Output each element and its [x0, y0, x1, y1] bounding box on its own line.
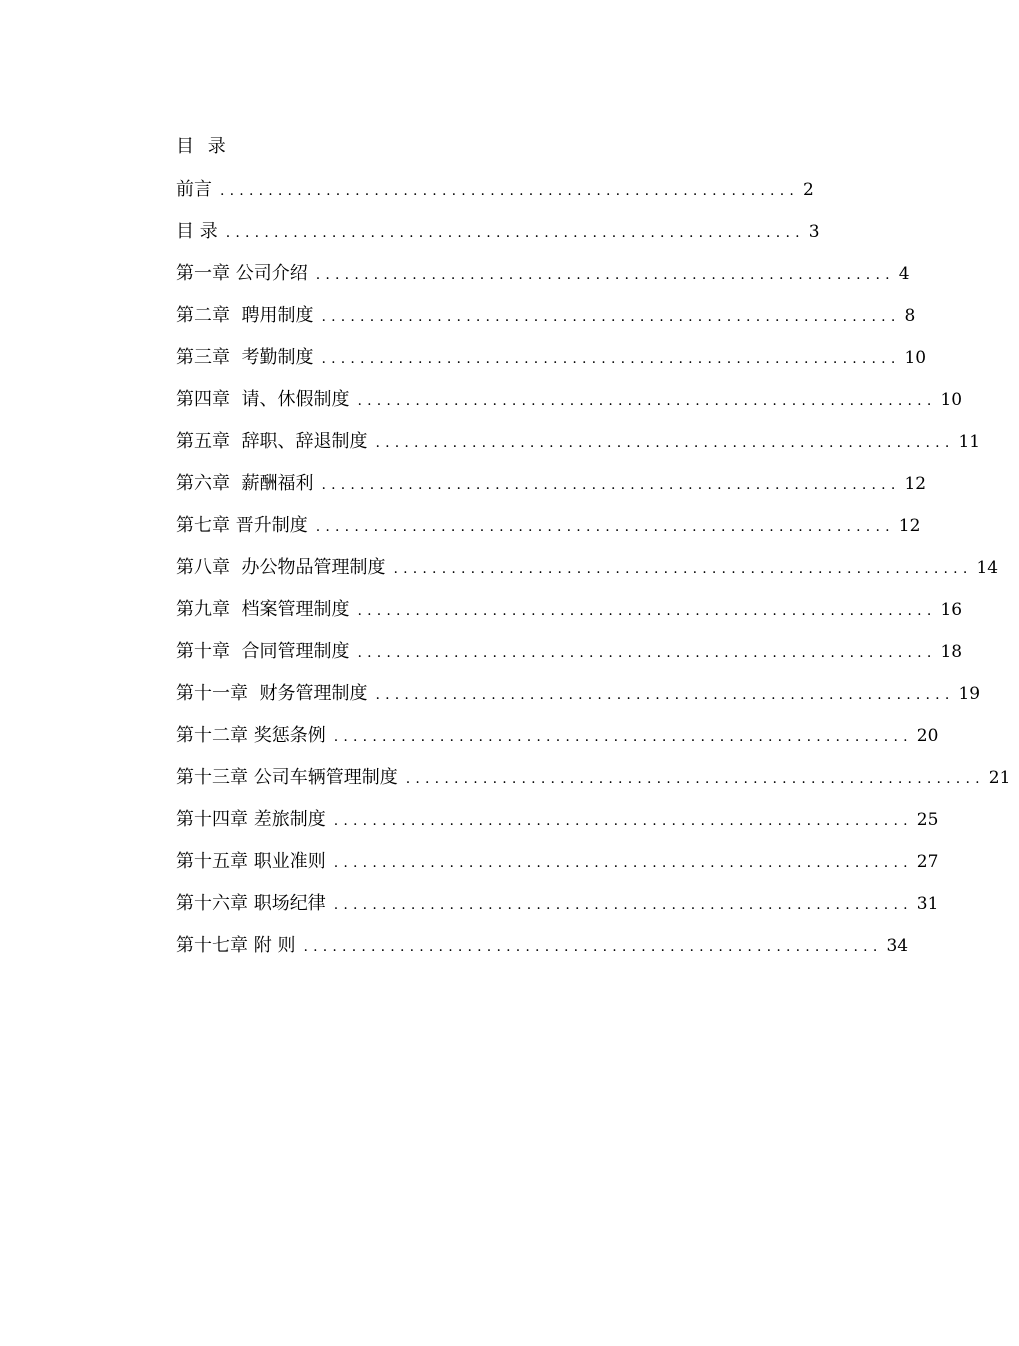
toc-entry-page: 21	[988, 768, 1011, 788]
toc-entry[interactable]	[176, 176, 814, 218]
toc-entry-page: 25	[916, 810, 939, 830]
toc-entry-page: 14	[976, 558, 999, 578]
toc-entry[interactable]	[176, 638, 963, 680]
toc-entry-page: 10	[940, 390, 963, 410]
toc-entry[interactable]	[176, 680, 981, 722]
toc-entry-page: 20	[916, 726, 939, 746]
toc-entry[interactable]	[176, 386, 963, 428]
toc-entry[interactable]	[176, 596, 963, 638]
toc-entry-label: 第十五章 职业准则	[176, 851, 326, 872]
toc-entry-label: 第八章 办公物品管理制度	[176, 557, 386, 578]
toc-entry[interactable]	[176, 554, 999, 596]
toc-entry[interactable]	[176, 428, 981, 470]
toc-entry-page: 8	[904, 306, 916, 326]
toc-entry[interactable]	[176, 512, 921, 554]
toc-leader-dots: ............................................................	[405, 771, 985, 787]
toc-leader-dots: ............................................................	[333, 729, 913, 745]
toc-entry-page: 34	[886, 936, 909, 956]
toc-entry-label: 第七章 晋升制度	[176, 515, 308, 536]
toc-leader-dots: ............................................................	[333, 813, 913, 829]
toc-leader-dots: ............................................................	[303, 939, 883, 955]
toc-entry[interactable]	[176, 260, 910, 302]
toc-entry-label: 第一章 公司介绍	[176, 263, 308, 284]
toc-entry-page: 31	[916, 894, 939, 914]
toc-entry-label: 第十一章 财务管理制度	[176, 683, 368, 704]
toc-list	[176, 176, 1011, 974]
toc-leader-dots: ............................................................	[321, 309, 901, 325]
toc-leader-dots: ............................................................	[375, 687, 955, 703]
toc-entry-page: 12	[898, 516, 921, 536]
toc-leader-dots: ............................................................	[357, 603, 937, 619]
toc-entry-page: 27	[916, 852, 939, 872]
toc-entry[interactable]	[176, 806, 939, 848]
toc-entry-page: 19	[958, 684, 981, 704]
toc-entry-page: 11	[958, 432, 981, 452]
toc-entry-label: 第四章 请、休假制度	[176, 389, 350, 410]
toc-entry-label: 第十章 合同管理制度	[176, 641, 350, 662]
toc-leader-dots: ............................................................	[225, 225, 805, 241]
toc-entry-label: 目 录	[176, 221, 218, 242]
toc-entry[interactable]	[176, 932, 909, 974]
toc-heading: 目 录	[176, 136, 230, 157]
toc-entry[interactable]	[176, 470, 927, 512]
toc-entry-label: 第十六章 职场纪律	[176, 893, 326, 914]
toc-entry-page: 18	[940, 642, 963, 662]
toc-entry-page: 4	[898, 264, 910, 284]
toc-leader-dots: ............................................................	[333, 897, 913, 913]
toc-entry-label: 第十二章 奖惩条例	[176, 725, 326, 746]
toc-entry-page: 3	[808, 222, 820, 242]
toc-leader-dots: ............................................................	[375, 435, 955, 451]
toc-entry-label: 第十三章 公司车辆管理制度	[176, 767, 398, 788]
toc-entry-page: 12	[904, 474, 927, 494]
toc-entry-label: 第十四章 差旅制度	[176, 809, 326, 830]
toc-leader-dots: ............................................................	[333, 855, 913, 871]
toc-entry-label: 前言	[176, 179, 212, 200]
toc-entry[interactable]	[176, 302, 916, 344]
toc-leader-dots: ............................................................	[321, 477, 901, 493]
toc-entry[interactable]	[176, 848, 939, 890]
toc-leader-dots: ............................................................	[220, 183, 800, 199]
toc-entry[interactable]	[176, 344, 927, 386]
toc-entry-label: 第二章 聘用制度	[176, 305, 314, 326]
toc-entry[interactable]	[176, 722, 939, 764]
toc-entry[interactable]	[176, 764, 1011, 806]
toc-entry-label: 第九章 档案管理制度	[176, 599, 350, 620]
toc-entry[interactable]	[176, 218, 820, 260]
toc-leader-dots: ............................................................	[357, 393, 937, 409]
toc-entry[interactable]	[176, 890, 939, 932]
toc-entry-page: 16	[940, 600, 963, 620]
toc-entry-label: 第六章 薪酬福利	[176, 473, 314, 494]
toc-entry-label: 第十七章 附 则	[176, 935, 296, 956]
toc-leader-dots: ............................................................	[357, 645, 937, 661]
toc-leader-dots: ............................................................	[315, 267, 895, 283]
toc-entry-label: 第三章 考勤制度	[176, 347, 314, 368]
toc-leader-dots: ............................................................	[315, 519, 895, 535]
toc-entry-page: 2	[803, 180, 814, 200]
toc-entry-label: 第五章 辞职、辞退制度	[176, 431, 368, 452]
toc-leader-dots: ............................................................	[393, 561, 973, 577]
toc-leader-dots: ............................................................	[321, 351, 901, 367]
toc-entry-page: 10	[904, 348, 927, 368]
